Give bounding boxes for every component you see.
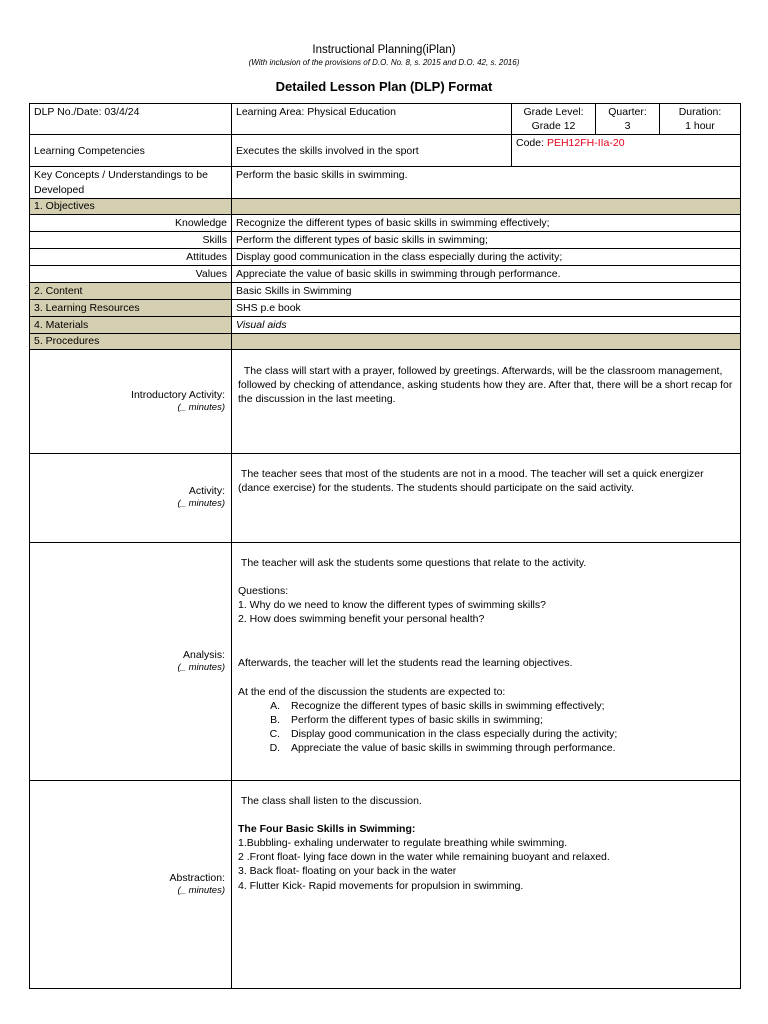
skill-3: 3. Back float- floating on your back in the water xyxy=(238,865,457,878)
introductory-activity-body xyxy=(232,349,741,453)
key-concepts-row xyxy=(30,167,741,198)
analysis-intro: The teacher will ask the students some questions that relate to the activity. xyxy=(238,556,587,569)
resources-label: 3. Learning Resources xyxy=(30,299,232,316)
minutes-placeholder: (_ minutes) xyxy=(177,498,225,510)
introductory-activity-label: Introductory Activity: xyxy=(131,388,225,401)
quarter-value: 3 xyxy=(624,120,631,133)
abstraction-heading: The Four Basic Skills in Swimming: xyxy=(238,822,416,835)
objective-row-attitudes xyxy=(30,248,741,265)
materials-value: Visual aids xyxy=(232,316,741,333)
activity-label-cell xyxy=(30,453,232,542)
dlp-no-date: DLP No./Date: 03/4/24 xyxy=(30,104,232,135)
code-cell xyxy=(512,135,741,167)
activity-label: Activity: xyxy=(188,485,225,498)
grade-level-cell xyxy=(512,104,596,135)
analysis-label: Analysis: xyxy=(182,648,225,661)
analysis-expected: At the end of the discussion the students are expected to: xyxy=(238,685,506,698)
objective-label: Values xyxy=(30,265,232,282)
learning-competencies-value: Executes the skills involved in the sport xyxy=(232,135,512,167)
duration-cell xyxy=(660,104,741,135)
question-1: 1. Why do we need to know the different types of swimming skills? xyxy=(238,599,546,612)
analysis-row xyxy=(30,542,741,780)
grade-level-label: Grade Level: xyxy=(523,106,584,118)
objective-value: Perform the different types of basic skills in swimming; xyxy=(232,231,741,248)
list-item: A. Recognize the different types of basic skills in swimming effectively; xyxy=(283,699,734,713)
code-value: PEH12FH-IIa-20 xyxy=(546,137,625,150)
key-concepts-value: Perform the basic skills in swimming. xyxy=(232,167,741,198)
abstraction-intro: The class shall listen to the discussion. xyxy=(238,794,422,807)
objective-row-values xyxy=(30,265,741,282)
minutes-placeholder: (_ minutes) xyxy=(177,884,225,896)
procedures-header-row xyxy=(30,333,741,349)
activity-row xyxy=(30,453,741,542)
procedures-header: 5. Procedures xyxy=(30,333,232,349)
objective-label: Attitudes xyxy=(30,248,232,265)
objective-row-knowledge xyxy=(30,214,741,231)
objective-label: Skills xyxy=(30,231,232,248)
info-row xyxy=(30,104,741,135)
objectives-header: 1. Objectives xyxy=(30,198,232,214)
objective-value: Recognize the different types of basic skills in swimming effectively; xyxy=(232,214,741,231)
grade-level-value: Grade 12 xyxy=(531,120,576,133)
list-item: B. Perform the different types of basic skills in swimming; xyxy=(283,713,734,727)
resources-value: SHS p.e book xyxy=(232,299,741,316)
learning-area: Learning Area: Physical Education xyxy=(232,104,512,135)
materials-row xyxy=(30,316,741,333)
abstraction-label-cell xyxy=(30,780,232,988)
learning-competencies-label: Learning Competencies xyxy=(30,135,232,167)
objective-value: Appreciate the value of basic skills in swimming through performance. xyxy=(232,265,741,282)
minutes-placeholder: (_ minutes) xyxy=(177,661,225,673)
document-title: Detailed Lesson Plan (DLP) Format xyxy=(275,79,493,94)
abstraction-body xyxy=(232,780,741,988)
header-title: Instructional Planning(iPlan) xyxy=(312,44,456,56)
analysis-body xyxy=(232,542,741,780)
activity-body xyxy=(232,453,741,542)
analysis-label-cell xyxy=(30,542,232,780)
list-item: D. Appreciate the value of basic skills in swimming through performance. xyxy=(283,741,734,755)
minutes-placeholder: (_ minutes) xyxy=(177,401,225,413)
competencies-row xyxy=(30,135,741,167)
questions-label: Questions: xyxy=(238,584,289,597)
materials-label: 4. Materials xyxy=(30,316,232,333)
quarter-label: Quarter: xyxy=(608,106,647,118)
list-item: C. Display good communication in the class especially during the activity; xyxy=(283,727,734,741)
skill-1: 1.Bubbling- exhaling underwater to regulate breathing while swimming. xyxy=(238,837,568,850)
introductory-activity-label-cell xyxy=(30,349,232,453)
abstraction-row xyxy=(30,780,741,988)
skill-2: 2 .Front float- lying face down in the water while remaining buoyant and relaxed. xyxy=(238,851,610,864)
activity-text: The teacher sees that most of the students are not in a mood. The teacher will set a quick energizer (dance exercise) for the students. The students should participate on the said activity. xyxy=(238,467,707,494)
skill-4: 4. Flutter Kick- Rapid movements for propulsion in swimming. xyxy=(238,879,524,892)
duration-label: Duration: xyxy=(678,106,722,118)
abstraction-label: Abstraction: xyxy=(169,871,225,884)
expected-outcomes-list xyxy=(238,699,734,756)
header-subtitle: (With inclusion of the provisions of D.O. No. 8, s. 2015 and D.O. 42, s. 2016) xyxy=(248,58,520,67)
content-label: 2. Content xyxy=(30,282,232,299)
analysis-after: Afterwards, the teacher will let the students read the learning objectives. xyxy=(238,657,573,670)
objective-value: Display good communication in the class especially during the activity; xyxy=(232,248,741,265)
question-2: 2. How does swimming benefit your personal health? xyxy=(238,613,485,626)
content-value: Basic Skills in Swimming xyxy=(232,282,741,299)
quarter-cell xyxy=(596,104,660,135)
objective-row-skills xyxy=(30,231,741,248)
introductory-activity-row xyxy=(30,349,741,453)
code-label: Code: xyxy=(516,137,545,150)
content-row xyxy=(30,282,741,299)
dlp-table xyxy=(29,103,741,989)
objectives-header-row xyxy=(30,198,741,214)
objective-label: Knowledge xyxy=(30,214,232,231)
introductory-activity-text: The class will start with a prayer, followed by greetings. Afterwards, will be the classroom management, followed by checking of attendance, asking students how they are. After that, there will be a short recap for the discussion in the last meeting. xyxy=(238,364,736,406)
resources-row xyxy=(30,299,741,316)
key-concepts-label: Key Concepts / Understandings to be Developed xyxy=(30,167,232,198)
duration-value: 1 hour xyxy=(685,120,715,133)
